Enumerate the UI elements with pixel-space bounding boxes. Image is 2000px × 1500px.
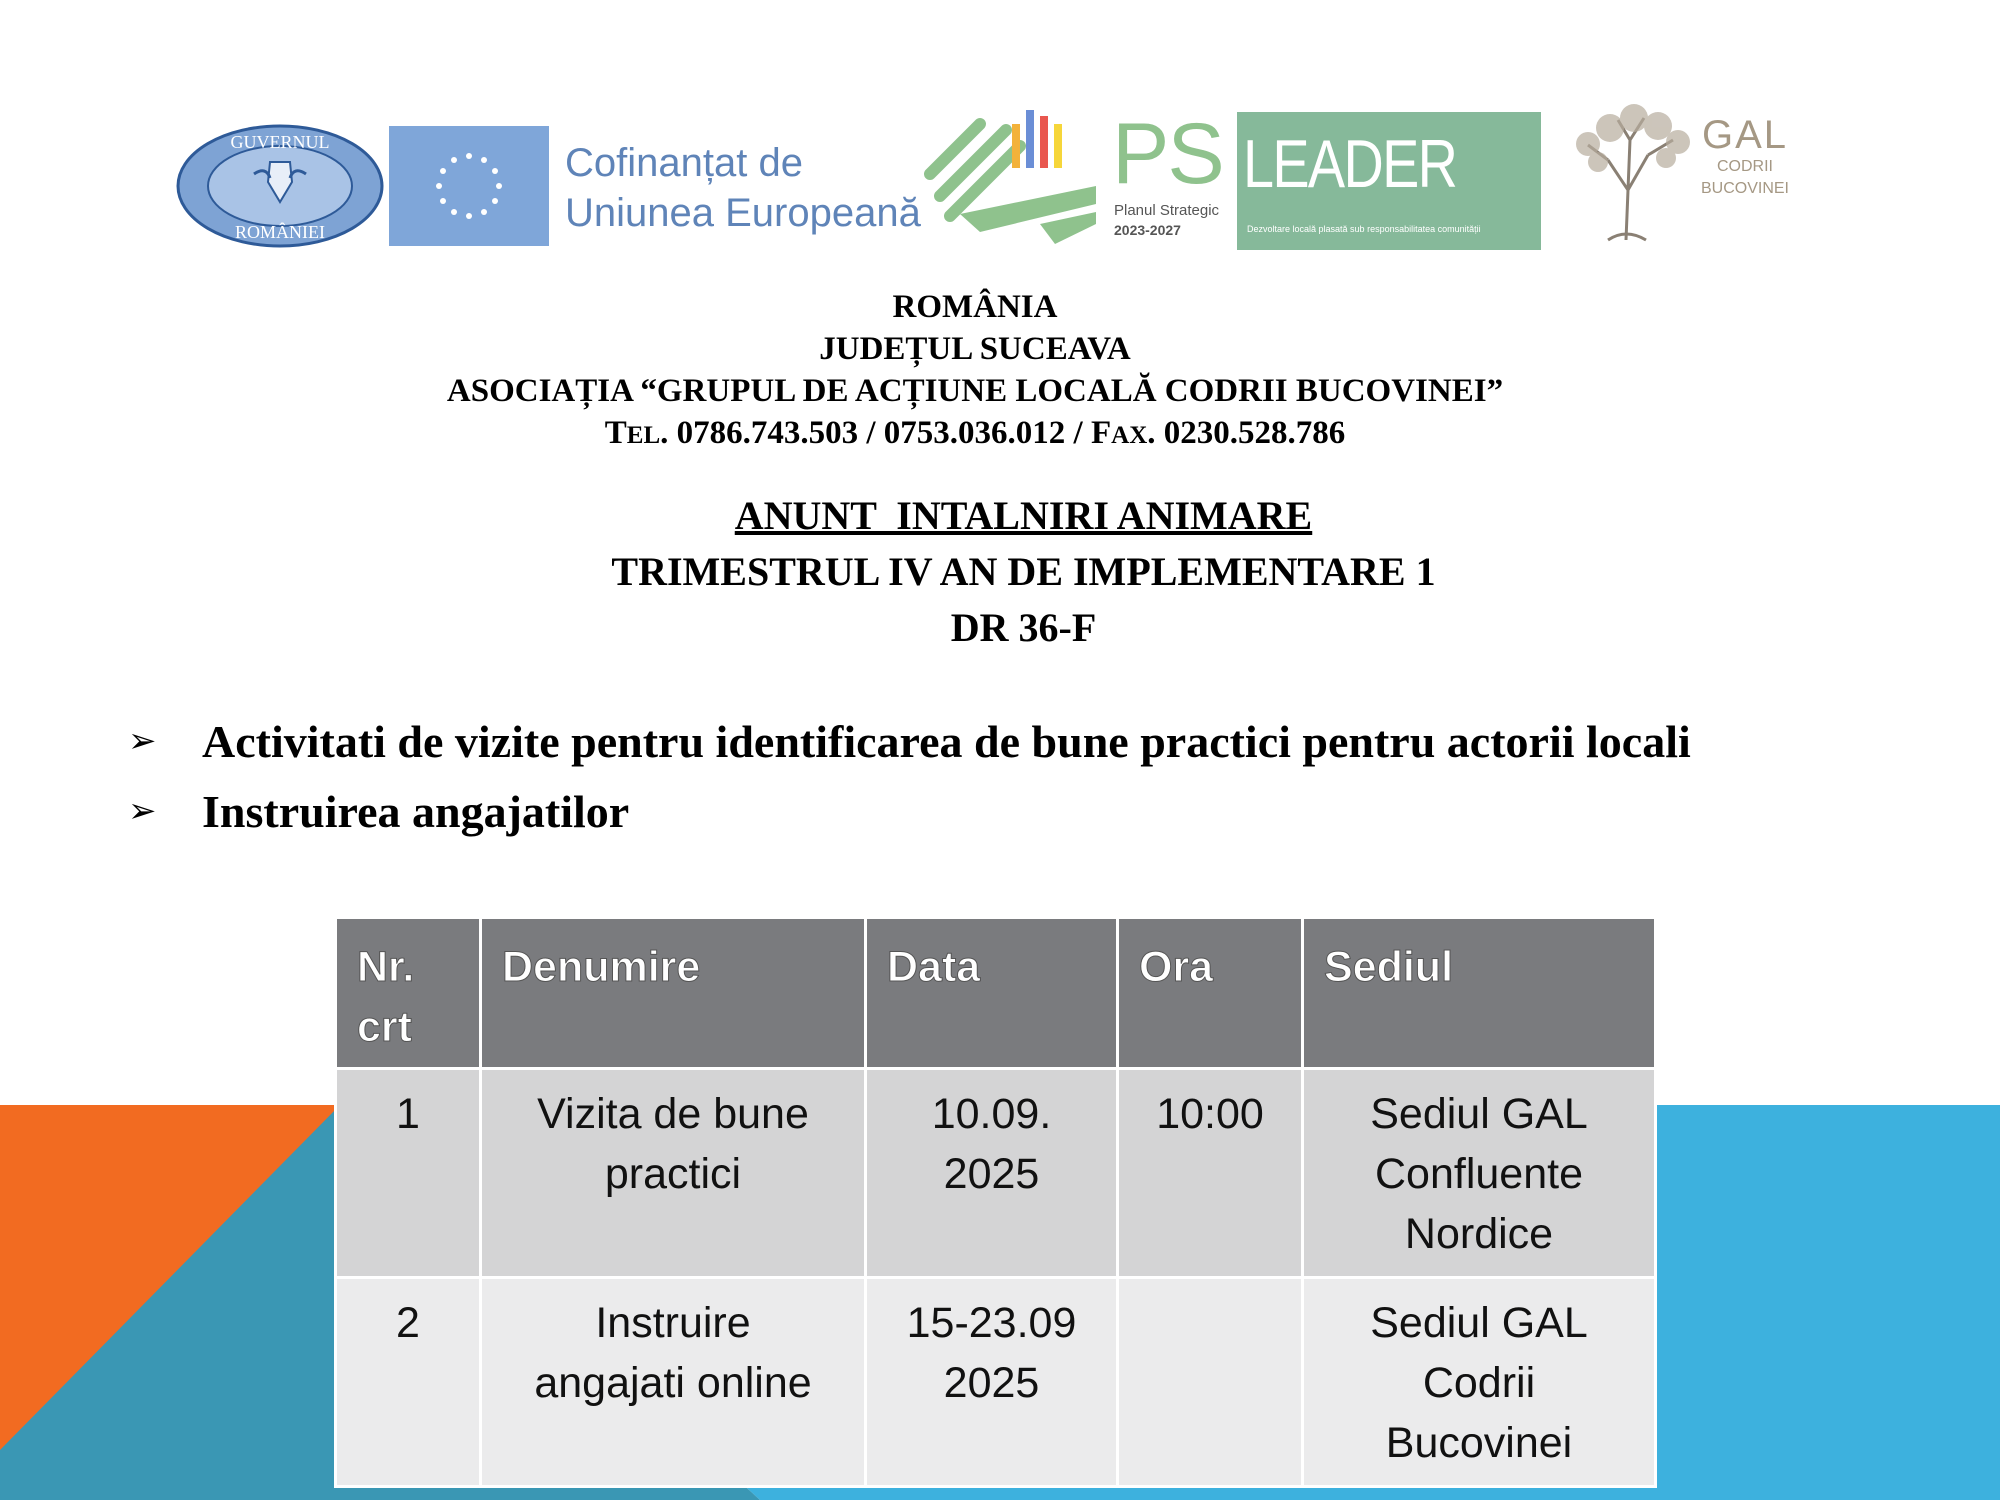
leader-subtitle: Dezvoltare locală plasată sub responsabilitatea comunității (1247, 224, 1481, 234)
header-nr-crt: Nr. crt (336, 918, 481, 1069)
cell-denumire: Instruire angajati online (481, 1278, 866, 1487)
contact-fax-rest: AX (1111, 422, 1148, 449)
ps-years: 2023-2027 (1114, 222, 1181, 238)
leader-logo (1237, 112, 1541, 250)
activity-list (128, 706, 1988, 846)
cell-ora (1118, 1278, 1303, 1487)
ps-logo (1112, 104, 1232, 254)
seal-text-bottom: ROMÂNIEI (235, 222, 325, 242)
cell-sediul: Sediul GAL Codrii Bucovinei (1303, 1278, 1656, 1487)
arrowhead-bullet-icon: ➢ (128, 721, 157, 761)
table-row (336, 1278, 1656, 1487)
list-item (128, 776, 1988, 846)
leader-title: LEADER (1243, 126, 1457, 202)
gal-title: GAL (1701, 113, 1789, 157)
cofinanced-text (565, 138, 921, 238)
announcement-title: ANUNT INTALNIRI ANIMARE (734, 493, 1313, 538)
header-data: Data (866, 918, 1118, 1069)
table-row (336, 1069, 1656, 1278)
announcement-block (0, 488, 2000, 656)
contact-tel-initial: T (604, 415, 627, 451)
cell-nr: 1 (336, 1069, 481, 1278)
cofinanced-line2: Uniunea Europeană (565, 191, 921, 235)
cell-data: 10.09. 2025 (866, 1069, 1118, 1278)
eu-flag-icon (389, 126, 549, 246)
schedule-table (334, 916, 1657, 1488)
bullet-text: Activitati de vizite pentru identificarea de bune practici pentru actorii locali (202, 715, 1691, 767)
gal-logo-text (1680, 114, 1810, 200)
seal-text-top: GUVERNUL (230, 132, 330, 152)
contact-phones: . 0786.743.503 / 0753.036.012 / (660, 415, 1091, 451)
header-ora: Ora (1118, 918, 1303, 1069)
ps-subtitle: Planul Strategic (1114, 202, 1220, 219)
cell-sediul: Sediul GAL Confluente Nordice (1303, 1069, 1656, 1278)
association-line: ASOCIAȚIA “GRUPUL DE ACȚIUNE LOCALĂ CODRII BUCOVINEI” (446, 373, 1504, 409)
list-item (128, 706, 1988, 776)
county-line: JUDEȚUL SUCEAVA (819, 331, 1131, 367)
cell-data: 15-23.09 2025 (866, 1278, 1118, 1487)
bullet-text: Instruirea angajatilor (202, 785, 630, 837)
ps-stripes-icon (920, 104, 1100, 254)
gal-line1: CODRII (1717, 158, 1773, 175)
ps-letters: PS (1112, 106, 1223, 202)
country-line: ROMÂNIA (892, 289, 1058, 325)
government-seal-icon (174, 122, 386, 250)
announcement-code: DR 36-F (950, 605, 1097, 650)
header-sediul: Sediul (1303, 918, 1656, 1069)
logo-row (170, 100, 1830, 270)
gal-line2: BUCOVINEI (1700, 180, 1789, 197)
cell-ora: 10:00 (1118, 1069, 1303, 1278)
announcement-subtitle: TRIMESTRUL IV AN DE IMPLEMENTARE 1 (611, 549, 1436, 594)
organization-header (0, 286, 1950, 457)
schedule-table-wrapper (334, 916, 1654, 1488)
table-header-row (336, 918, 1656, 1069)
contact-line (0, 412, 1950, 457)
arrowhead-bullet-icon: ➢ (128, 791, 157, 831)
contact-tel-rest: EL (626, 422, 661, 449)
cofinanced-line1: Cofinanțat de (565, 141, 803, 185)
header-denumire: Denumire (481, 918, 866, 1069)
cell-nr: 2 (336, 1278, 481, 1487)
contact-fax-initial: F (1090, 415, 1112, 451)
cell-denumire: Vizita de bune practici (481, 1069, 866, 1278)
contact-fax-number: . 0230.528.786 (1147, 415, 1346, 451)
